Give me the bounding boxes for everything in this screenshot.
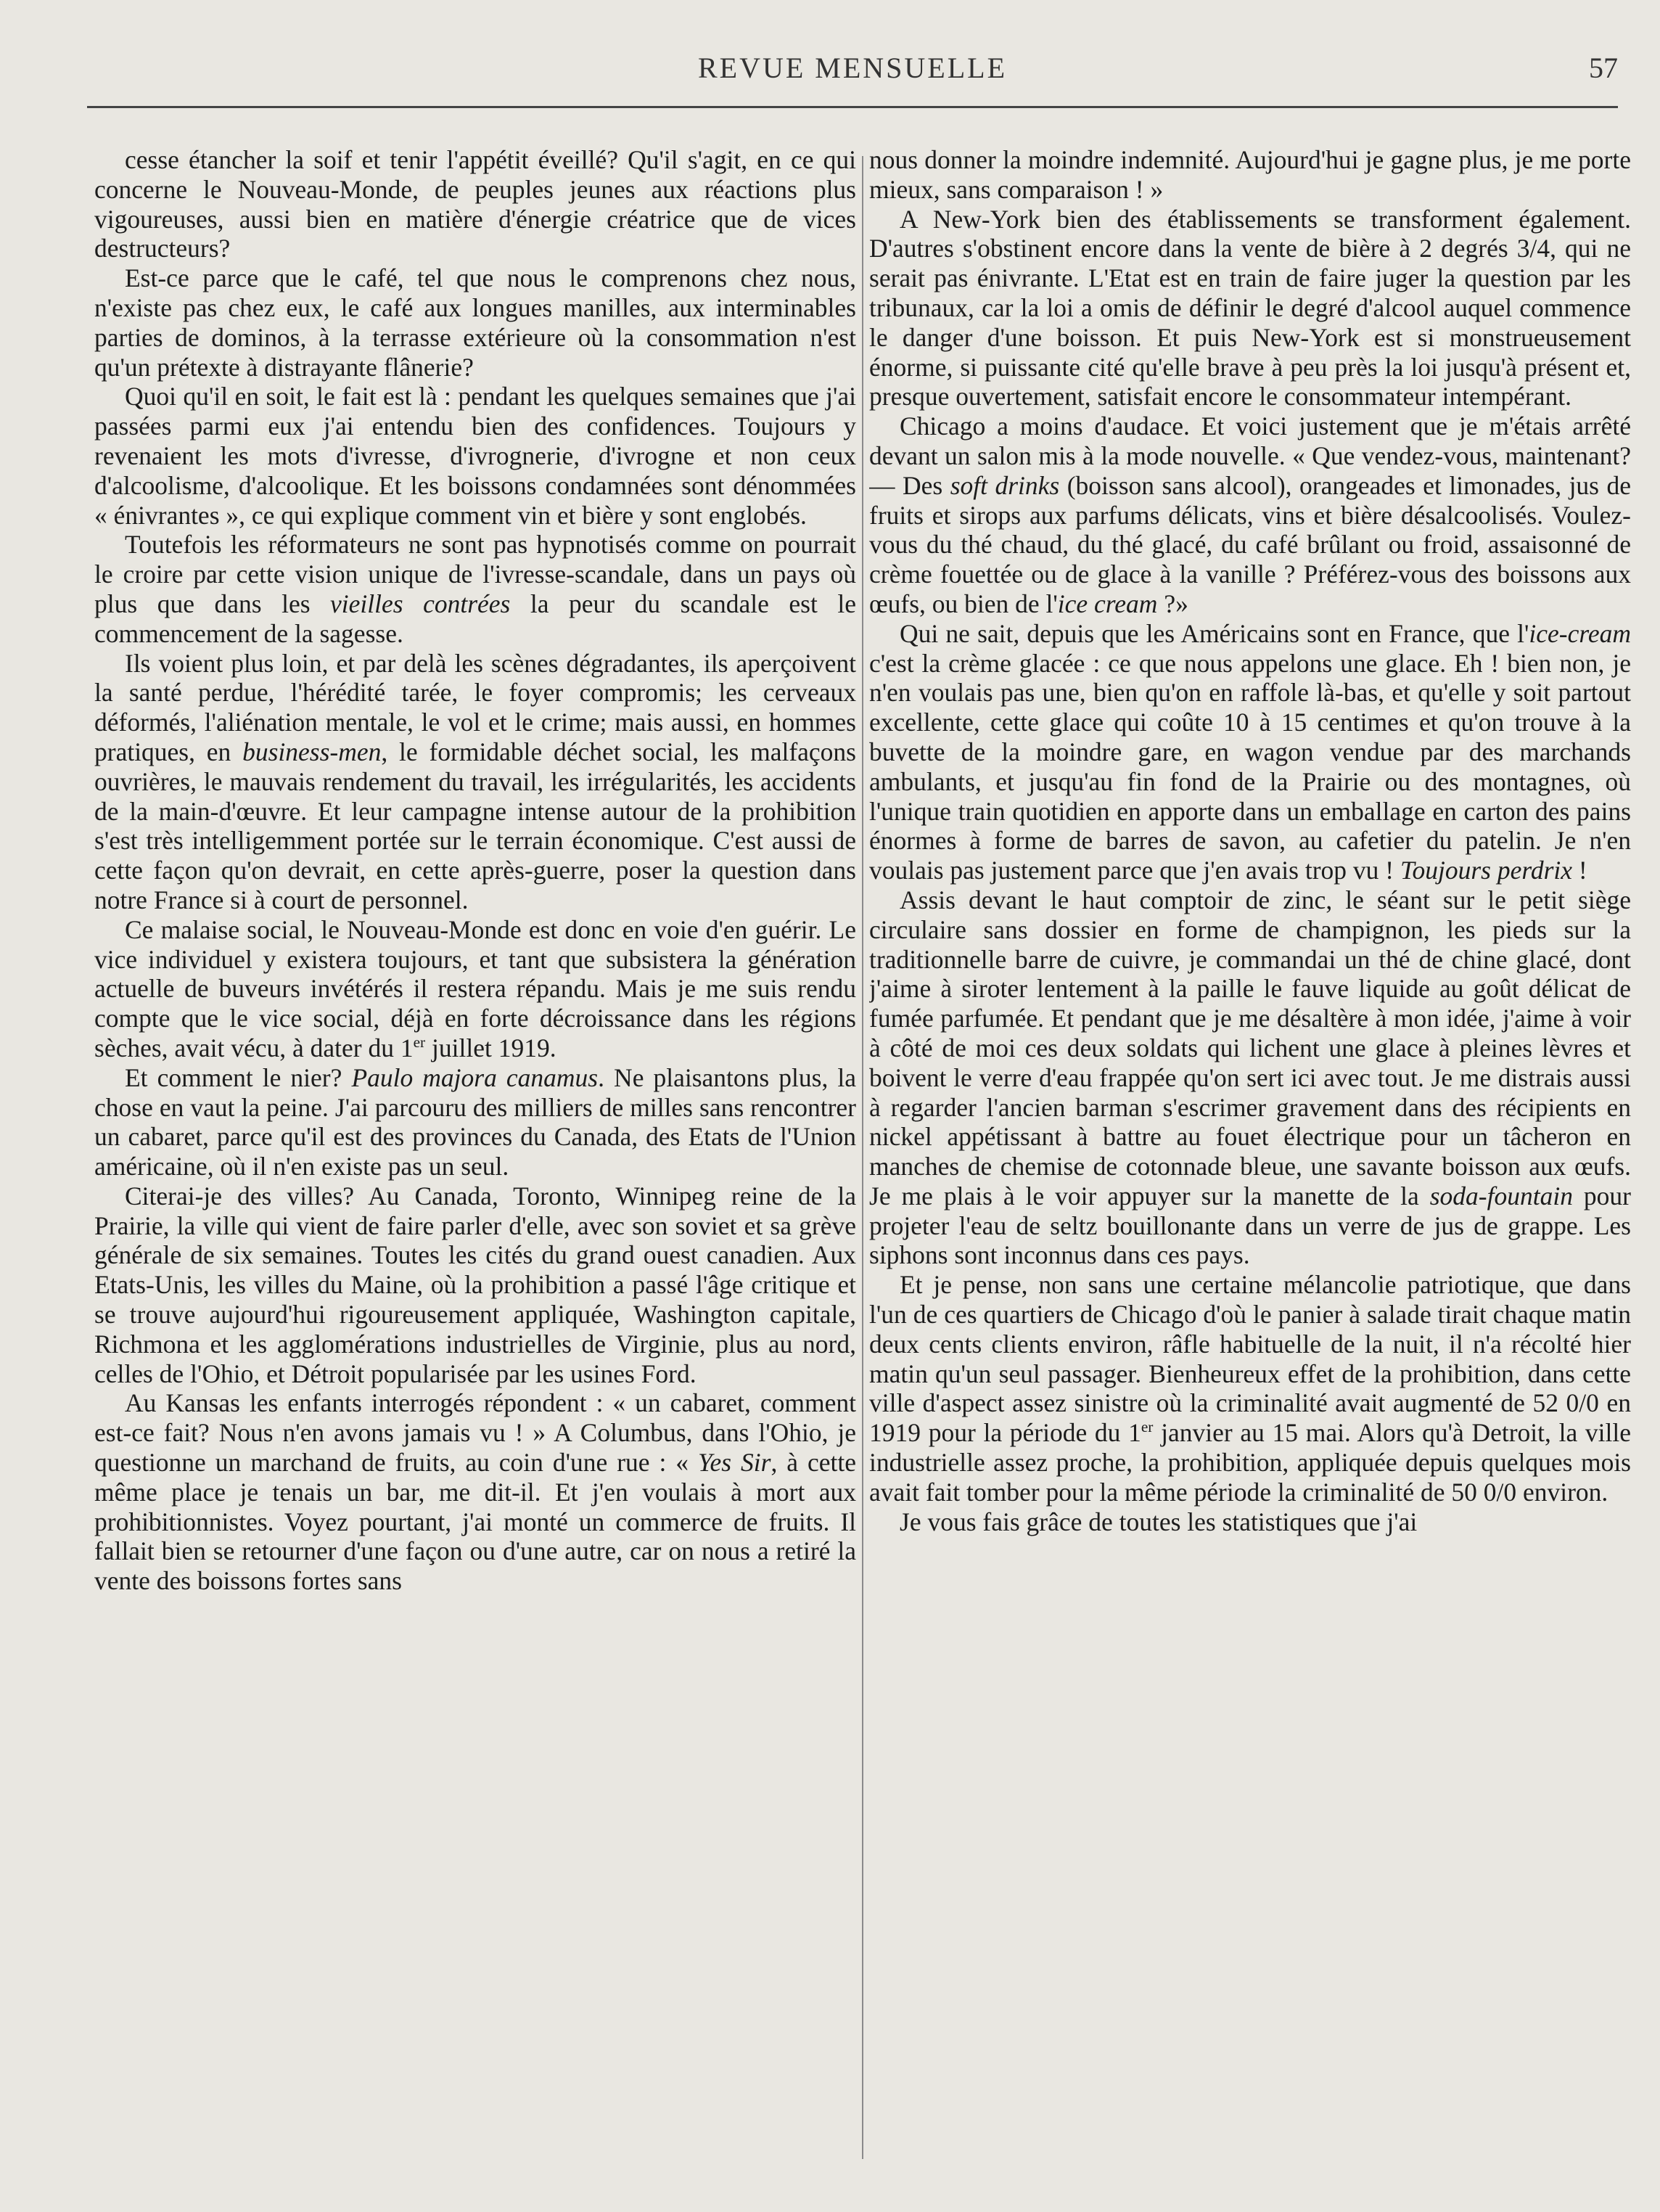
left-column bbox=[94, 145, 856, 2177]
running-title: REVUE MENSUELLE bbox=[697, 52, 1008, 84]
paragraph: Qui ne sait, depuis que les Américains sont en France, que l'ice-cream c'est la crème glacée : ce que nous appelons une glace. Eh ! bien non, je n'en voulais pas une, bien qu'on en raffole là-bas, et qu'elle y soit partout excellente, cette glace qui coûte 10 à 15 centimes et qu'on trouve à la buvette de la moindre gare, en wagon vendue par des marchands ambulants, et jusqu'au fin fond de la Prairie ou des montagnes, où l'unique train quotidien en apporte dans un emballage en carton des pains énormes à forme de barres de savon, au cafetier du patelin. Je n'en voulais pas justement parce que j'en avais trop vu ! Toujours perdrix ! bbox=[869, 618, 1631, 885]
header-rule bbox=[87, 106, 1618, 108]
paragraph: Assis devant le haut comptoir de zinc, le séant sur le petit siège circulaire sans dossier en forme de champignon, les pieds sur la traditionnelle barre de cuivre, je commandai un thé de chine glacé, dont j'aime à siroter lentement à la paille le fauve liquide au goût délicat de fumée parfumée. Et pendant que je me désaltère à mon idée, j'aime à voir à côté de moi ces deux soldats qui lichent une glace à pleines lèvres et boivent le verre d'eau frappée qu'on sert ici avec tout. Je me distrais aussi à regarder l'ancien barman s'escrimer gravement dans des récipients en nickel appétissant à battre au fouet électrique pour un tâcheron en manches de chemise de cotonnade bleue, une savante boisson aux œufs. Je me plais à le voir appuyer sur la manette de la soda-fountain pour projeter l'eau de seltz bouillonante dans un verre de jus de grappe. Les siphons sont inconnus dans ces pays. bbox=[869, 885, 1631, 1270]
paragraph: Toutefois les réformateurs ne sont pas hypnotisés comme on pourrait le croire par cette vision unique de l'ivresse-scandale, dans un pays où plus que dans les vieilles contrées la peur du scandale est le commencement de la sagesse. bbox=[94, 530, 856, 648]
paragraph: cesse étancher la soif et tenir l'appétit éveillé? Qu'il s'agit, en ce qui concerne le Nouveau-Monde, de peuples jeunes aux réactions plus vigoureuses, aussi bien en matière d'énergie créatrice que de vices destructeurs? bbox=[94, 145, 856, 263]
running-header bbox=[87, 46, 1618, 90]
paragraph: Et comment le nier? Paulo majora canamus. Ne plaisantons plus, la chose en vaut la peine. J'ai parcouru des milliers de milles sans rencontrer un cabaret, parce qu'il est des provinces du Canada, des Etats de l'Union américaine, où il n'en existe pas un seul. bbox=[94, 1062, 856, 1181]
paragraph: Et je pense, non sans une certaine mélancolie patriotique, que dans l'un de ces quartiers de Chicago d'où le panier à salade tirait chaque matin deux cents clients environ, râfle habituelle de la nuit, il n'a récolté hier matin qu'un seul passager. Bienheureux effet de la prohibition, dans cette ville d'aspect assez sinistre où la criminalité avait augmenté de 52 0/0 en 1919 pour la période du 1er janvier au 15 mai. Alors qu'à Detroit, la ville industrielle assez proche, la prohibition, appliquée depuis quelques mois avait fait tomber pour la même période la criminalité de 50 0/0 environ. bbox=[869, 1270, 1631, 1507]
page-number: 57 bbox=[1589, 52, 1618, 84]
paragraph: Je vous fais grâce de toutes les statistiques que j'ai bbox=[900, 1507, 1418, 1536]
paragraph: Chicago a moins d'audace. Et voici justement que je m'étais arrêté devant un salon mis à la mode nouvelle. « Que vendez-vous, maintenant? — Des soft drinks (boisson sans alcool), orangeades et limonades, jus de fruits et sirops aux parfums délicats, vins et bière désalcoolisés. Voulez-vous du thé chaud, du thé glacé, du café brûlant ou froid, assaisonné de crème fouettée ou de glace à la vanille ? Préférez-vous des boissons aux œufs, ou bien de l'ice cream ?» bbox=[869, 411, 1631, 618]
paragraph: A New-York bien des établissements se transforment également. D'autres s'obstinent encore dans la vente de bière à 2 degrés 3/4, qui ne serait pas énivrante. L'Etat est en train de faire juger la question par les tribunaux, car la loi a omis de définir le degré d'alcool auquel commence le danger d'une boisson. Et puis New-York est si monstrueusement énorme, si puissante cité qu'elle brave à peu près la loi jusqu'à présent et, presque ouvertement, satisfait encore le consommateur intempérant. bbox=[869, 204, 1631, 411]
column-divider bbox=[862, 156, 863, 2159]
paragraph: Au Kansas les enfants interrogés répondent : « un cabaret, comment est-ce fait? Nous n'en avons jamais vu ! » A Columbus, dans l'Ohio, je questionne un marchand de fruits, au coin d'une rue : « Yes Sir, à cette même place je tenais un bar, me dit-il. Et j'en voulais à mort aux prohibitionnistes. Voyez pourtant, j'ai monté un commerce de fruits. Il fallait bien se retourner d'une façon ou d'une autre, car on nous a retiré la vente des boissons fortes sans bbox=[94, 1388, 856, 1596]
paragraph: Quoi qu'il en soit, le fait est là : pendant les quelques semaines que j'ai passées parmi eux j'ai entendu bien des confidences. Toujours y revenaient les mots d'ivresse, d'ivrognerie, d'ivrogne et non ceux d'alcoolisme, d'alcoolique. Et les boissons condamnées sont dénommées « énivrantes », ce qui explique comment vin et bière y sont englobés. bbox=[94, 382, 856, 530]
paragraph: Citerai-je des villes? Au Canada, Toronto, Winnipeg reine de la Prairie, la ville qui vient de faire parler d'elle, avec son soviet et sa grève générale de six semaines. Toutes les cités du grand ouest canadien. Aux Etats-Unis, les villes du Maine, où la prohibition a passé l'âge critique et se trouve aujourd'hui rigoureusement appliquée, Washington capitale, Richmona et les agglomérations industrielles de Virginie, plus au nord, celles de l'Ohio, et Détroit popularisée par les usines Ford. bbox=[94, 1181, 856, 1388]
paragraph: nous donner la moindre indemnité. Aujourd'hui je gagne plus, je me porte mieux, sans comparaison ! » bbox=[869, 145, 1631, 204]
right-column bbox=[869, 145, 1631, 2177]
paragraph: Ils voient plus loin, et par delà les scènes dégradantes, ils aperçoivent la santé perdue, l'hérédité tarée, le foyer compromis; les cerveaux déformés, l'aliénation mentale, le vol et le crime; mais aussi, en hommes pratiques, en business-men, le formidable déchet social, les malfaçons ouvrières, le mauvais rendement du travail, les irrégularités, les accidents de la main-d'œuvre. Et leur campagne intense autour de la prohibition s'est très intelligemment portée sur le terrain économique. C'est aussi de cette façon qu'on devrait, en cette après-guerre, poser la question dans notre France si à court de personnel. bbox=[94, 648, 856, 914]
paragraph: Est-ce parce que le café, tel que nous le comprenons chez nous, n'existe pas chez eux, le café aux longues manilles, aux interminables parties de dominos, à la terrasse extérieure où la consommation n'est qu'un prétexte à distrayante flânerie? bbox=[94, 263, 856, 382]
paragraph: Ce malaise social, le Nouveau-Monde est donc en voie d'en guérir. Le vice individuel y existera toujours, et tant que subsistera la génération actuelle de buveurs invétérés il restera répandu. Mais je me suis rendu compte que le vice social, déjà en forte décroissance dans les régions sèches, avait vécu, à dater du 1er juillet 1919. bbox=[94, 914, 856, 1062]
